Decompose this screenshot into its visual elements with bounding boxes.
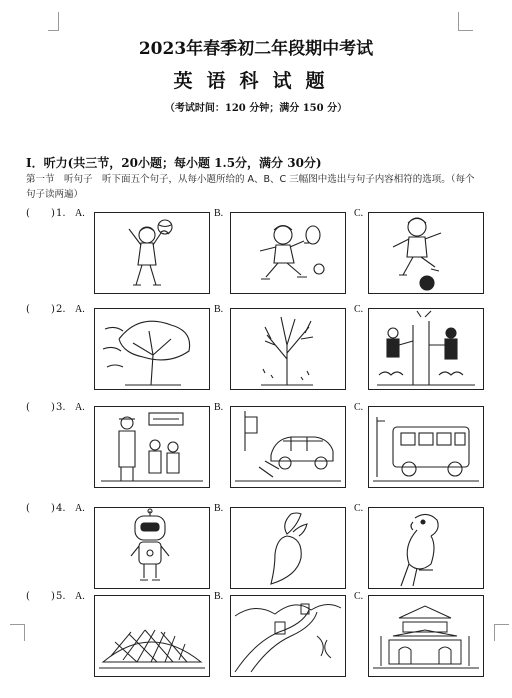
exam-time-info: （考试时间：120 分钟；满分 150 分）	[164, 103, 348, 114]
boy-tennis-icon[interactable]	[230, 212, 346, 294]
section-instructions: 第一节 听句子 听下面五个句子，从每小题所给的 A、B、C 三幅图中选出与句子内容相符的选项。（每个句子读两遍）	[26, 174, 475, 200]
crop-mark-top-right	[458, 12, 473, 31]
option-label-b: B.	[214, 208, 224, 219]
school-bus-icon[interactable]	[368, 406, 484, 488]
crop-mark-top-left	[48, 12, 59, 31]
answer-paren-right: )	[51, 591, 55, 602]
police-family-icon[interactable]	[94, 406, 210, 488]
option-label-a: A.	[75, 304, 85, 315]
answer-paren-left: (	[26, 402, 30, 413]
answer-paren-right: )	[51, 304, 55, 315]
bare-tree-icon[interactable]	[230, 308, 346, 390]
option-label-b: B.	[214, 304, 224, 315]
car-accident-icon[interactable]	[230, 406, 346, 488]
answer-paren-left: (	[26, 208, 30, 219]
question-row-4	[0, 503, 512, 593]
robot-icon[interactable]	[94, 507, 210, 589]
exam-subject: 英语科试题	[173, 70, 339, 92]
answer-paren-right: )	[51, 208, 55, 219]
answer-paren-left: (	[26, 503, 30, 514]
boy-soccer-icon[interactable]	[368, 212, 484, 294]
option-label-c: C.	[354, 208, 364, 219]
great-wall-icon[interactable]	[230, 595, 346, 677]
tree-cutting-icon[interactable]	[368, 308, 484, 390]
question-number: 3.	[56, 402, 66, 413]
tiananmen-icon[interactable]	[368, 595, 484, 677]
option-label-c: C.	[354, 591, 364, 602]
option-label-c: C.	[354, 304, 364, 315]
answer-paren-right: )	[51, 503, 55, 514]
option-label-b: B.	[214, 503, 224, 514]
option-label-b: B.	[214, 402, 224, 413]
question-row-3	[0, 402, 512, 492]
windy-tree-icon[interactable]	[94, 308, 210, 390]
question-number: 4.	[56, 503, 66, 514]
option-label-a: A.	[75, 402, 85, 413]
question-row-2	[0, 304, 512, 394]
boy-volleyball-icon[interactable]	[94, 212, 210, 294]
birds-nest-stadium-icon[interactable]	[94, 595, 210, 677]
answer-paren-right: )	[51, 402, 55, 413]
radish-icon[interactable]	[230, 507, 346, 589]
exam-title: 2023年春季初二年段期中考试	[138, 39, 374, 59]
option-label-a: A.	[75, 591, 85, 602]
option-label-b: B.	[214, 591, 224, 602]
question-number: 5.	[56, 591, 66, 602]
answer-paren-left: (	[26, 591, 30, 602]
option-label-c: C.	[354, 402, 364, 413]
question-row-5	[0, 591, 512, 681]
question-row-1	[0, 208, 512, 298]
parrot-icon[interactable]	[368, 507, 484, 589]
question-number: 2.	[56, 304, 66, 315]
option-label-a: A.	[75, 208, 85, 219]
option-label-c: C.	[354, 503, 364, 514]
question-number: 1.	[56, 208, 66, 219]
option-label-a: A.	[75, 503, 85, 514]
section-heading: I．听力(共三节，20小题；每小题 1.5分，满分 30分)	[26, 156, 322, 170]
answer-paren-left: (	[26, 304, 30, 315]
